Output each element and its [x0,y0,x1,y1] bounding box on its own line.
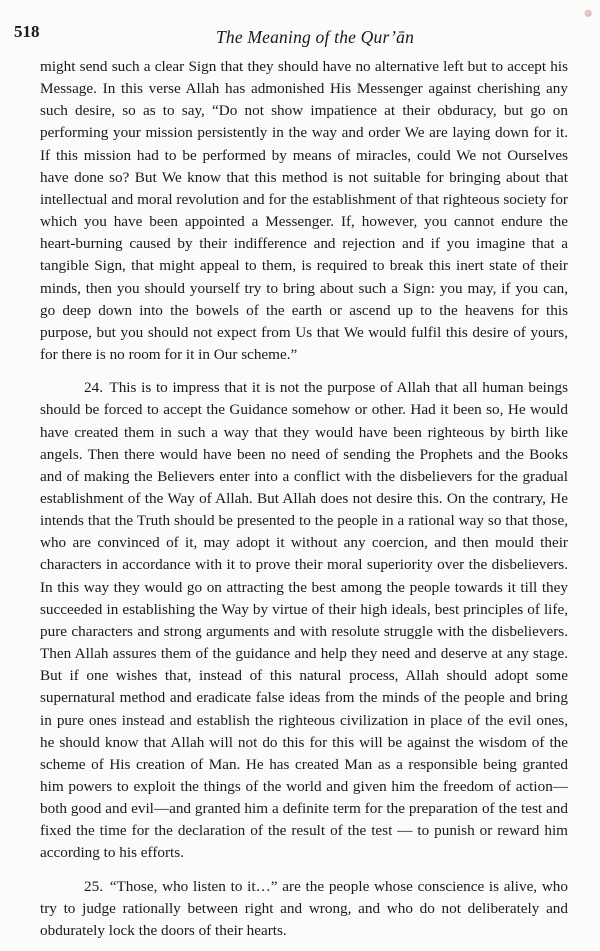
note-25-text: “Those, who listen to it…” are the people whose conscience is alive, who try to judge rationally between right and wrong, and who do not deliberately and obdurately lock the doors of their hearts. [40,877,568,939]
paragraph-gap [40,865,568,876]
commentary-body [40,56,568,942]
note-24-number: 24. [84,379,103,397]
paragraph-gap [40,366,568,377]
note-24-paragraph [40,377,568,864]
note-25-number: 25. [84,877,103,895]
stain-mark: ❁ [584,9,593,20]
note-24-text: This is to impress that it is not the purpose of Allah that all human beings should be forced to accept the Guidance somehow or other. Had it been so, He would have created them in such a way that they would have been righteous by birth like angels. Then there would have been no need of sending the Prophets and the Books and of making the Believers enter into a conflict with the disbelievers for the gradual establishment of the Way of Allah. But Allah does not desire this. On the contrary, He intends that the Truth should be presented to the people in a rational way so that those, who are convinced of it, may adopt it without any coercion, and then mould their characters in accordance with it to prove their moral superiority over the disbelievers. In this way they would go on attracting the best among the people towards it till they succeeded in establishing the Way by virtue of their high ideals, best principles of life, pure characters and strong arguments and with resolute struggle with the disbelievers. Then Allah assures them of the guidance and help they need and deserve at any stage. But if one wishes that, instead of this natural process, Allah should adopt some supernatural method and eradicate false ideas from the minds of the people and bring in pure ones instead and establish the righteous civilization in place of the evil ones, he should know that Allah will not do this for this will be against the wisdom of the scheme of His creation of Man. He has created Man as a responsible being granted him powers to exploit the things of the world and given him the freedom of action—both good and evil—and granted him a definite term for the preparation of the test and fixed the time for the declaration of the result of the test — to punish or reward him according to his efforts. [40,379,568,862]
running-title: The Meaning of the Qur’ān [215,27,415,47]
note-25-paragraph [40,876,568,942]
page-header [14,9,593,47]
page-number: 518 [14,22,40,41]
continuation-paragraph: might send such a clear Sign that they should have no alternative left but to accept his Message. In this verse Allah has admonished His Messenger against cherishing any such desire, so as to say, “Do not show impatience at their obduracy, but go on performing your mission persistently in the way and order We are laying down for it. If this mission had to be performed by means of miracles, could We not Ourselves have done so? But We know that this method is not suitable for bringing about that intellectual and moral revolution and for the establishment of that righteous society for which you have been appointed a Messenger. If, however, you cannot endure the heart-burning caused by their indifference and rejection and if you imagine that a tangible Sign, that might appeal to them, is required to break this inert state of their minds, then you should yourself try to bring about such a Sign: you may, if you can, go deep down into the bowels of the earth or ascend up to the heavens for this purpose, but you should not expect from Us that We would fulfil this desire of yours, for there is no room for it in Our scheme.” [40,58,568,364]
